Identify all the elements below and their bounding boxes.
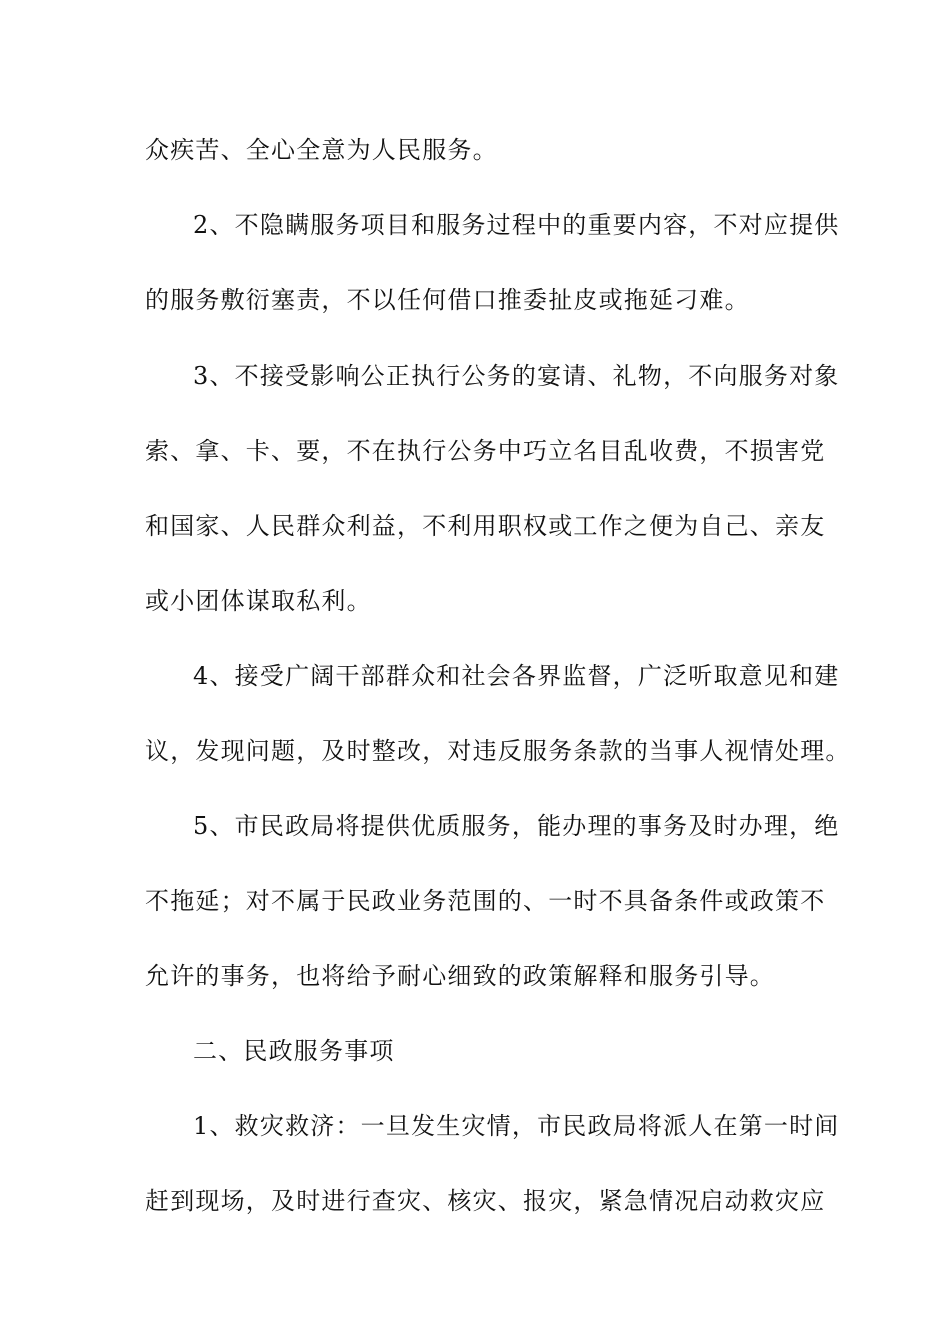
text-line-12: 允许的事务，也将给予耐心细致的政策解释和服务引导。 [145, 962, 775, 990]
text-line-11: 不拖延；对不属于民政业务范围的、一时不具备条件或政策不 [145, 887, 826, 915]
text-line-2: 2、不隐瞒服务项目和服务过程中的重要内容，不对应提供 [193, 211, 840, 239]
text-line-14: 1、救灾救济：一旦发生灾情，市民政局将派人在第一时间 [193, 1112, 840, 1140]
text-line-15: 赶到现场，及时进行查灾、核灾、报灾，紧急情况启动救灾应 [145, 1187, 826, 1215]
section-heading: 二、民政服务事项 [193, 1037, 395, 1065]
text-line-3: 的服务敷衍塞责，不以任何借口推委扯皮或拖延刁难。 [145, 286, 750, 314]
text-line-8: 4、接受广阔干部群众和社会各界监督，广泛听取意见和建 [193, 662, 840, 690]
text-line-1: 众疾苦、全心全意为人民服务。 [145, 136, 498, 164]
text-line-7: 或小团体谋取私利。 [145, 587, 372, 615]
text-line-5: 索、拿、卡、要，不在执行公务中巧立名目乱收费，不损害党 [145, 437, 826, 465]
text-line-10: 5、市民政局将提供优质服务，能办理的事务及时办理，绝 [193, 812, 840, 840]
text-line-6: 和国家、人民群众利益，不利用职权或工作之便为自己、亲友 [145, 512, 826, 540]
text-line-4: 3、不接受影响公正执行公务的宴请、礼物，不向服务对象 [193, 362, 840, 390]
text-line-9: 议，发现问题，及时整改，对违反服务条款的当事人视情处理。 [145, 737, 851, 765]
